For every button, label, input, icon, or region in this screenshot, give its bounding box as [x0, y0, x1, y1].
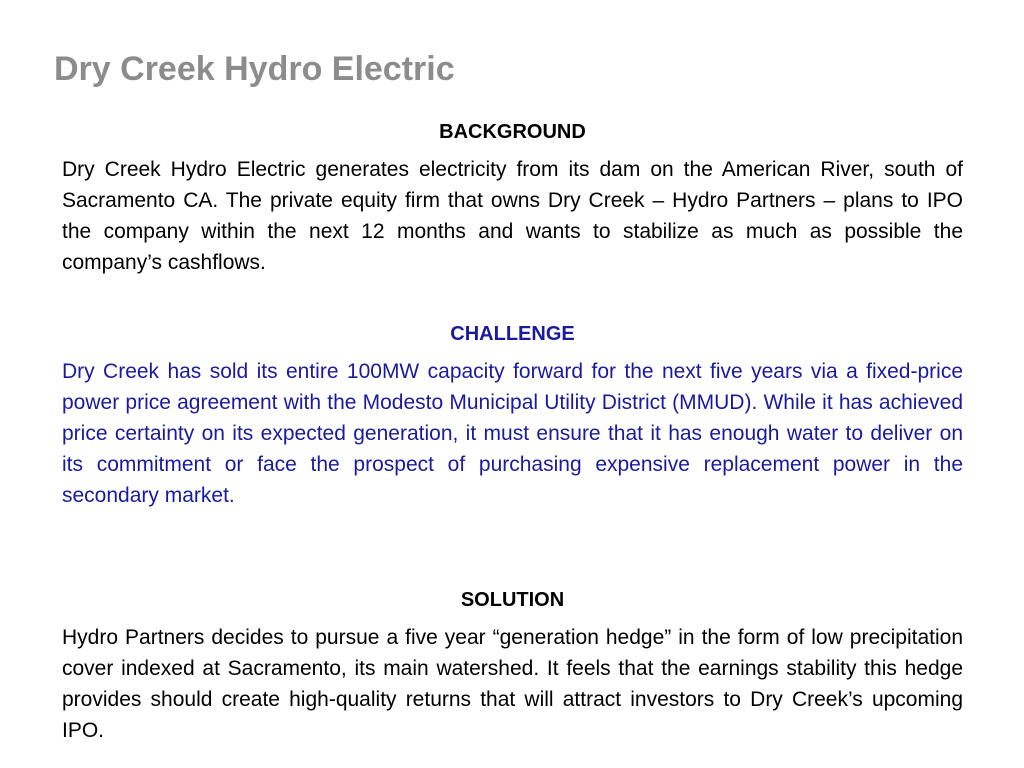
background-paragraph: Dry Creek Hydro Electric generates electricity from its dam on the American River, south of Sacramento CA. The private equity firm that owns Dry Creek – Hydro Partners – plans to IPO the company within the next 12 months and wants to stabilize as much as possible the company’s cashflows. — [62, 158, 963, 274]
solution-heading: SOLUTION — [460, 589, 565, 611]
solution-section — [62, 588, 963, 746]
challenge-heading: CHALLENGE — [450, 323, 575, 345]
solution-paragraph: Hydro Partners decides to pursue a five year “generation hedge” in the form of low precipitation cover indexed at Sacramento, its main watershed. It feels that the earnings stability this hedge provides should create high-quality returns that will attract investors to Dry Creek’s upcoming IPO. — [62, 626, 963, 742]
background-section — [62, 120, 963, 278]
slide-title: Dry Creek Hydro Electric — [54, 50, 455, 88]
background-heading: BACKGROUND — [439, 121, 586, 143]
challenge-paragraph: Dry Creek has sold its entire 100MW capacity forward for the next five years via a fixed-price power price agreement with the Modesto Municipal Utility District (MMUD). While it has achieved price certainty on its expected generation, it must ensure that it has enough water to deliver on its commitment or face the prospect of purchasing expensive replacement power in the secondary market. — [62, 360, 963, 507]
challenge-section — [62, 322, 963, 511]
